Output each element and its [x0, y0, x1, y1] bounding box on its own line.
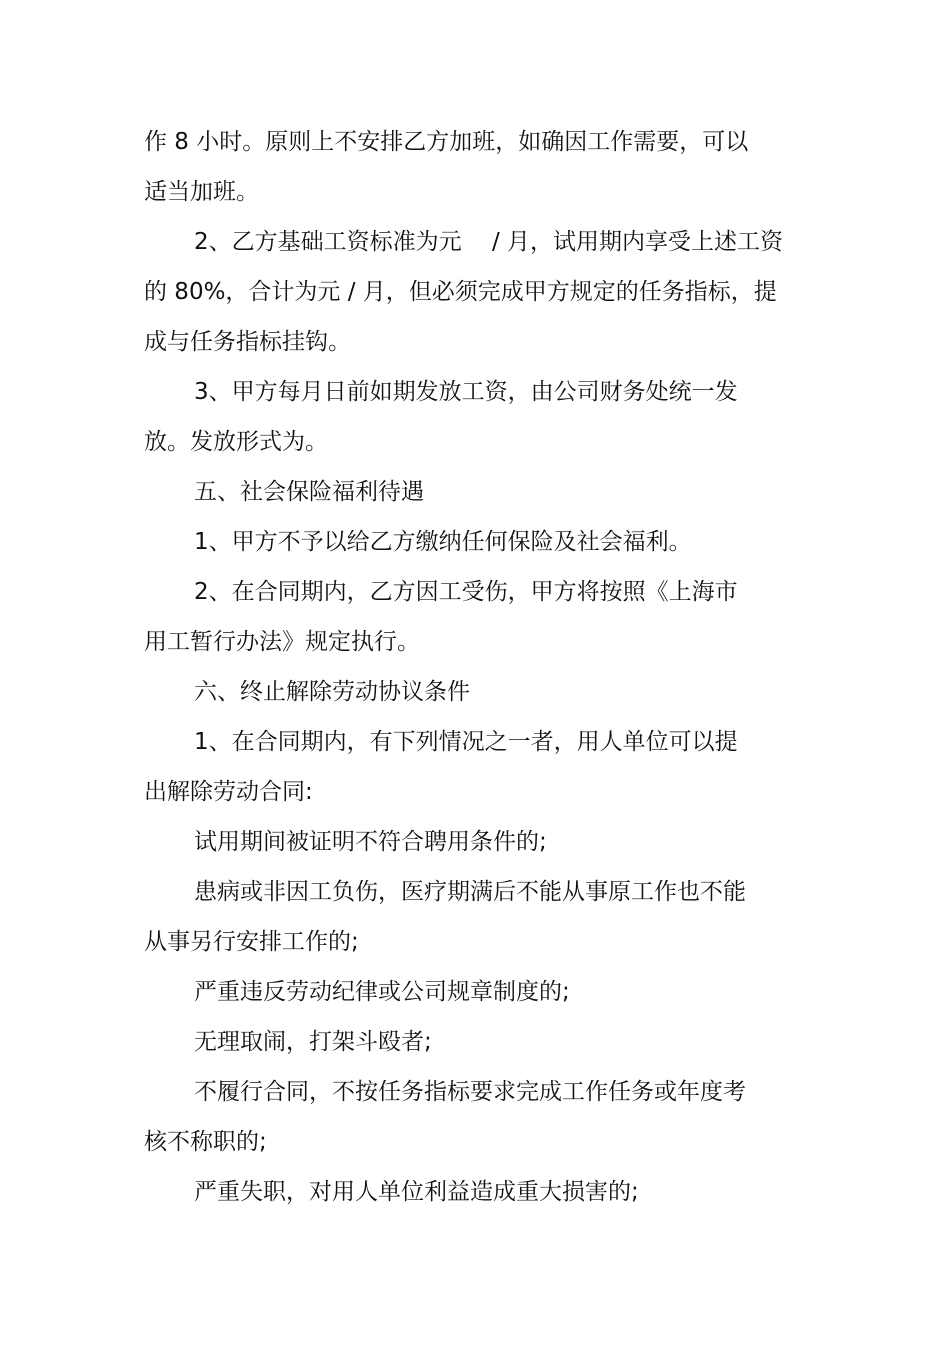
text-line: 1、在合同期内，有下列情况之一者，用人单位可以提 — [194, 729, 738, 755]
text-line: 出解除劳动合同: — [144, 779, 313, 805]
text-line: 3、甲方每月日前如期发放工资，由公司财务处统一发 — [194, 379, 738, 405]
text-line: 1、甲方不予以给乙方缴纳任何保险及社会福利。 — [194, 529, 692, 555]
text-line: 患病或非因工负伤，医疗期满后不能从事原工作也不能 — [194, 879, 746, 905]
text-line: 用工暂行办法》规定执行。 — [144, 629, 420, 655]
section-heading: 六、终止解除劳动协议条件 — [194, 679, 470, 705]
text-line: 2、在合同期内，乙方因工受伤，甲方将按照《上海市 — [194, 579, 738, 605]
text-line: 不履行合同，不按任务指标要求完成工作任务或年度考 — [194, 1079, 746, 1105]
text-line: 的 80%，合计为元 / 月，但必须完成甲方规定的任务指标，提 — [144, 279, 777, 305]
text-line: 从事另行安排工作的; — [144, 929, 359, 955]
text-line: 放。发放形式为。 — [144, 429, 328, 455]
section-heading: 五、社会保险福利待遇 — [194, 479, 424, 505]
text-line: 成与任务指标挂钩。 — [144, 329, 351, 355]
text-line: 严重失职，对用人单位利益造成重大损害的; — [194, 1179, 639, 1205]
text-line: 作 8 小时。原则上不安排乙方加班，如确因工作需要，可以 — [144, 129, 749, 155]
text-line: 2、乙方基础工资标准为元 / 月，试用期内享受上述工资 — [194, 229, 784, 255]
text-line: 无理取闹，打架斗殴者; — [194, 1029, 432, 1055]
text-line: 核不称职的; — [144, 1129, 267, 1155]
text-line: 适当加班。 — [144, 179, 259, 205]
text-line: 严重违反劳动纪律或公司规章制度的; — [194, 979, 570, 1005]
text-line: 试用期间被证明不符合聘用条件的; — [194, 829, 547, 855]
